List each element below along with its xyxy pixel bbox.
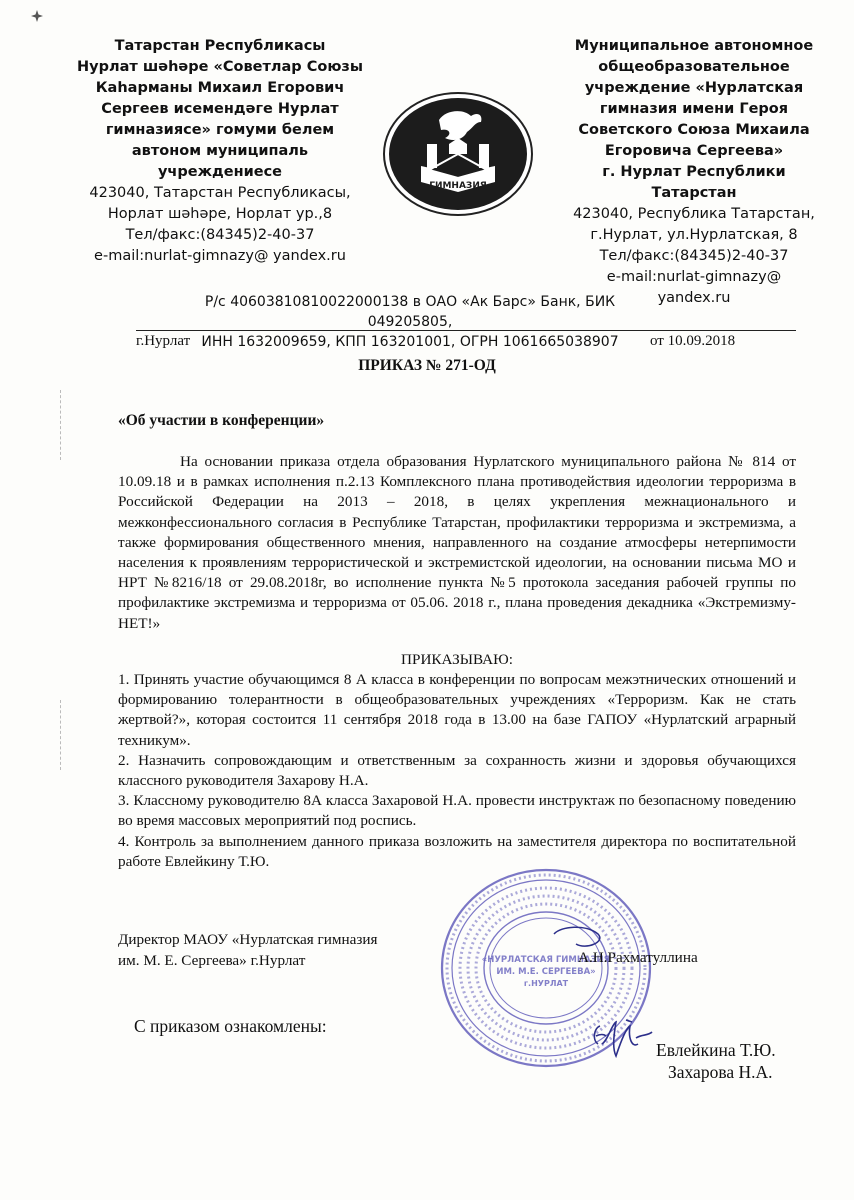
bank-details <box>200 292 620 352</box>
acknowledged-person: Евлейкина Т.Ю. <box>656 1040 776 1060</box>
order-date: от 10.09.2018 <box>650 333 736 349</box>
stamp-text: ИМ. М.Е. СЕРГЕЕВА» <box>496 967 596 977</box>
header-left-name-line: учреждениесе <box>157 164 283 180</box>
signatory-title-line: им. М. Е. Сергеева» г.Нурлат <box>118 952 306 969</box>
order-subject: «Об участии в конференции» <box>118 412 325 429</box>
header-right-name-line: учреждение «Нурлатская <box>584 80 804 96</box>
header-left-email: e-mail:nurlat-gimnazy@ yandex.ru <box>94 248 346 264</box>
bank-account-line: Р/с 40603810810022000138 в ОАО «Ак Барс» Банк, БИК 049205805, <box>204 294 616 330</box>
punch-hole-marks <box>60 390 71 460</box>
corner-mark-icon <box>31 10 43 22</box>
order-item: 3. Классному руководителю 8А класса Захаровой Н.А. провести инструктаж по безопасному поведению во время массовых мероприятий под роспись. <box>118 792 796 830</box>
signatory-title <box>118 929 377 971</box>
stamp-text: г.НУРЛАТ <box>523 979 569 988</box>
bank-ids-line: ИНН 1632009659, КПП 163201001, ОГРН 1061665038907 <box>201 334 619 350</box>
header-right-name-line: Советского Союза Михаила <box>578 122 810 138</box>
header-right-name-line: Егоровича Сергеева» <box>604 143 784 159</box>
stamp-text: «НУРЛАТСКАЯ ГИМНАЗИЯ <box>481 955 611 965</box>
header-right-address-line: г.Нурлат, ул.Нурлатская, 8 <box>590 227 798 243</box>
header-right-address-line: 423040, Республика Татарстан, <box>573 206 815 222</box>
gymnasium-logo-icon <box>383 92 533 216</box>
signatory-name: А.Н.Рахматуллина <box>578 949 698 966</box>
order-item: 2. Назначить сопровождающим и ответственным за сохранность жизни и здоровья обучающихся классного руководителя Захарову Н.А. <box>118 751 796 790</box>
logo-label: ГИМНАЗИЯ <box>429 181 487 191</box>
header-left-phone: Тел/факс:(84345)2-40-37 <box>125 227 315 243</box>
header-right-email: e-mail:nurlat-gimnazy@ <box>606 269 782 285</box>
header-left-name-line: автоном муниципаль <box>131 143 309 159</box>
header-left-name-line: гимназиясе» гомуми белем <box>105 122 335 138</box>
order-item: 1. Принять участие обучающимся 8 А класса в конференции по вопросам межэтнических отношений и формированию толерантности в общеобразовательных учреждениях «Терроризм. Как не стать жертвой?», которая состоится 11 сентября 2018 года в 13.00 на базе ГАПОУ «Нурлатский аграрный техникум». <box>118 671 796 749</box>
signatory-title-line: Директор МАОУ «Нурлатская гимназия <box>118 931 378 948</box>
header-right <box>556 36 832 309</box>
handwritten-signature-icon <box>586 1014 666 1062</box>
header-left-address-line: Норлат шәһәре, Норлат ур.,8 <box>107 206 333 222</box>
header-right-email-domain: yandex.ru <box>657 290 731 306</box>
header-left-name-line: Сергеев исемендәге Нурлат <box>101 101 339 117</box>
order-title: ПРИКАЗ № 271-ОД <box>358 357 496 374</box>
header-left-address-line: 423040, Татарстан Республикасы, <box>89 185 351 201</box>
order-word: ПРИКАЗЫВАЮ: <box>401 650 513 668</box>
header-right-name-line: общеобразовательное <box>598 59 790 75</box>
order-item: 4. Контроль за выполнением данного приказа возложить на заместителя директора по воспитательной работе Евлейкину Т.Ю. <box>118 832 796 870</box>
order-body <box>118 452 796 872</box>
header-right-name-line: гимназия имени Героя <box>599 101 789 117</box>
punch-hole-marks <box>60 700 71 770</box>
header-divider <box>136 330 796 331</box>
header-left-name-line: Нурлат шәһәре «Советлар Союзы <box>77 59 363 75</box>
preamble-paragraph: На основании приказа отдела образования Нурлатского муниципального района № 814 от 10.09.18 и в рамках исполнения п.2.13 Комплексного плана противодействия идеологии терроризма в Российской Федерации на 2013 – 2018, в целях укрепления межнационального и межконфессионального согласия в Республике Татарстан, профилактики терроризма и экстремизма, а также формирования общественного мнения, направленного на создание атмосферы нетерпимости населения к проявлениям террористической и экстремистской идеологии, на основании письма МО и НРТ №8216/18 от 29.08.2018г, во исполнение пункта №5 протокола заседания рабочей группы по профилактике экстремизма и терроризма от 05.06. 2018 г., плана проведения декадника «Экстремизму- НЕТ!» <box>118 453 796 632</box>
header-right-name-line: г. Нурлат Республики <box>602 164 786 180</box>
header-right-name-line: Муниципальное автономное <box>574 38 814 54</box>
acknowledged-person: Захарова Н.А. <box>668 1062 773 1082</box>
header-left <box>70 36 370 267</box>
header-left-name-line: Каһарманы Михаил Егорович <box>95 80 345 96</box>
city: г.Нурлат <box>136 333 191 349</box>
header-left-name-line: Татарстан Республикасы <box>114 38 326 54</box>
header-right-name-line: Татарстан <box>651 185 737 201</box>
acknowledgement-label: С приказом ознакомлены: <box>134 1016 327 1036</box>
header-right-phone: Тел/факс:(84345)2-40-37 <box>599 248 789 264</box>
